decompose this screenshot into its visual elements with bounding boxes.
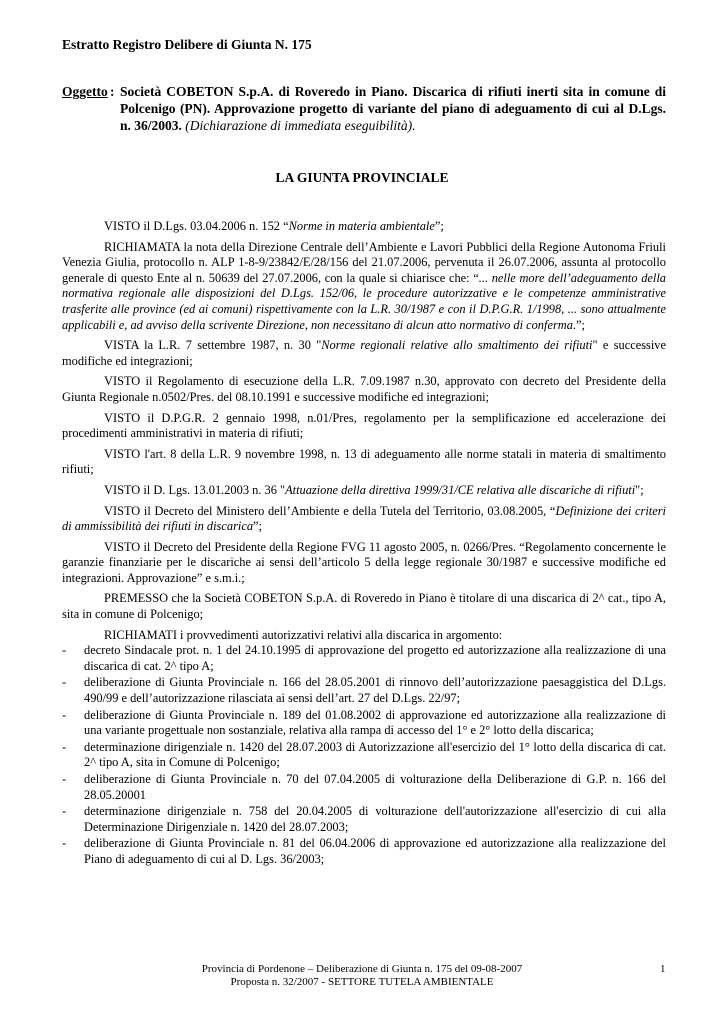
list-item-text: determinazione dirigenziale n. 758 del 20.04.2005 di volturazione dell'autorizzazione all'esercizio di cui alla Determinazione Dirigenziale n. 1420 del 28.07.2003; (84, 804, 666, 834)
list-item-text: decreto Sindacale prot. n. 1 del 24.10.1995 di approvazione del progetto ed autorizzazione alla realizzazione di una discarica di cat. 2^ tipo A; (84, 643, 666, 673)
italic-run: Norme in materia ambientale (288, 219, 435, 233)
text-run: ”; (253, 519, 262, 534)
list-item (62, 772, 666, 803)
list-dash: - (62, 643, 67, 658)
list-dash: - (62, 739, 67, 754)
list-item (62, 708, 666, 739)
document-body (62, 219, 666, 869)
paragraph-richiamata-nota (62, 240, 666, 334)
footer-line-2: Proposta n. 32/2007 - SETTORE TUTELA AMBIENTALE (230, 976, 494, 988)
page-number: 1 (660, 963, 666, 975)
subject-bold-text: Società COBETON S.p.A. di Roveredo in Piano. Discarica di rifiuti inerti sita in comune di Polcenigo (PN). Approvazione progetto di variante del piano di adeguamento di cui al D.Lgs. n. 36/2003 (120, 84, 666, 133)
subject-block (62, 83, 666, 134)
text-run: VISTO il Decreto del Ministero dell’Ambiente e della Tutela del Territorio, 03.08.2005, “ (104, 503, 556, 518)
paragraph-visto-dlgs-36 (62, 483, 666, 499)
list-dash: - (62, 836, 67, 851)
list-item-text: deliberazione di Giunta Provinciale n. 81 del 06.04.2006 di approvazione ed autorizzazione alla realizzazione del Piano di adeguamento di cui al D. Lgs. 36/2003; (84, 836, 666, 866)
list-dash: - (62, 772, 67, 786)
paragraph-visto-decreto-presidente: VISTO il Decreto del Presidente della Regione FVG 11 agosto 2005, n. 0266/Pres. “Regolamento concernente le garanzie finanziarie per le discariche ai sensi dell’articolo 5 della legge regionale 30/1987 e successive modifiche ed integrazioni. Approvazione” e s.m.i.; (62, 539, 666, 585)
subject-colon: : (110, 84, 115, 99)
italic-run: Attuazione della direttiva 1999/31/CE relativa alle discariche di rifiuti (285, 482, 636, 497)
list-item (62, 804, 666, 835)
list-dash: - (62, 707, 67, 722)
list-item (62, 675, 666, 706)
text-run: VISTA la L.R. 7 settembre 1987, n. 30 " (104, 338, 322, 353)
paragraph-richiamati: RICHIAMATI i provvedimenti autorizzativi relativi alla discarica in argomento: (104, 627, 503, 642)
italic-run: Definizione dei criteri di ammissibilità dei rifiuti in discarica (62, 503, 666, 534)
subject-separator: . (178, 118, 186, 133)
section-title: LA GIUNTA PROVINCIALE (275, 170, 449, 185)
italic-run: ... nelle more dell’adeguamento della normativa regionale alle disposizioni del D.Lgs. 152/06, le procedure autorizzative e le competenze amministrative trasferite alle province (ed ai comuni) rispettivamente con la L.R. 30/1987 e con il D.P.G.R. 1/1998, ... sono attualmente applicabili e, ad avviso della scrivente Direzione, non necessitano di alcun atto normativo di conferma (62, 270, 666, 332)
subject-italic-text: (Dichiarazione di immediata eseguibilità). (185, 118, 416, 133)
list-item (62, 740, 666, 771)
paragraph-visto-dlgs-152 (62, 219, 666, 235)
text-run: RICHIAMATA la nota della Direzione Centrale dell’Ambiente e Lavori Pubblici della Regione Autonoma Friuli Venezia Giulia, protocollo n. ALP 1-8-9/23842/E/28/156 del 21.07.2006, pervenuta il 26.07.2006, assunta al protocollo generale di questo Ente al n. 50639 del 27.07.2006, con la quale si chiarisce che: “ (62, 239, 666, 285)
subject-label: Oggetto (62, 84, 108, 99)
document-header: Estratto Registro Delibere di Giunta N. 175 (62, 37, 312, 52)
list-item-text: determinazione dirigenziale n. 1420 del 28.07.2003 di Autorizzazione all'esercizio del 1° lotto della discarica di cat. 2^ tipo A, sita in Comune di Polcenigo; (84, 739, 666, 770)
page-footer (0, 963, 724, 989)
text-run: ”; (434, 219, 444, 233)
list-item-text: deliberazione di Giunta Provinciale n. 189 del 01.08.2002 di approvazione ed autorizzazione alla realizzazione di una variante progettuale non sostanziale, relativa alla rampa di accesso del 1° e 2° lotto della discarica; (84, 707, 666, 738)
paragraph-vista-lr-30 (62, 338, 666, 369)
text-run: "; (635, 482, 644, 497)
list-item-text: deliberazione di Giunta Provinciale n. 70 del 07.04.2005 di volturazione della Deliberazione di G.P. n. 166 del 28.05.20001 (84, 772, 666, 802)
provvedimenti-list (62, 643, 666, 867)
subject-text (120, 83, 666, 134)
paragraph-premesso: PREMESSO che la Società COBETON S.p.A. di Roveredo in Piano è titolare di una discarica di 2^ cat., tipo A, sita in comune di Polcenigo; (62, 591, 666, 622)
text-run: " e successive modifiche ed integrazioni; (62, 338, 666, 368)
paragraph-visto-art-8: VISTO l'art. 8 della L.R. 9 novembre 1998, n. 13 di adeguamento alle norme statali in materia di smaltimento rifiuti; (62, 446, 666, 477)
list-item (62, 643, 666, 674)
list-dash: - (62, 804, 67, 819)
paragraph-visto-decreto-ministero (62, 504, 666, 535)
text-run: .”; (572, 317, 585, 332)
list-dash: - (62, 675, 67, 690)
paragraph-visto-dpgr: VISTO il D.P.G.R. 2 gennaio 1998, n.01/Pres, regolamento per la semplificazione ed accelerazione dei procedimenti amministrativi in materia di rifiuti; (62, 410, 666, 441)
list-item (62, 836, 666, 867)
paragraph-visto-regolamento: VISTO il Regolamento di esecuzione della L.R. 7.09.1987 n.30, approvato con decreto del Presidente della Giunta Regionale n.0502/Pres. del 08.10.1991 e successive modifiche ed integrazioni; (62, 374, 666, 404)
text-run: VISTO il D.Lgs. 03.04.2006 n. 152 “ (104, 219, 289, 233)
list-item-text: deliberazione di Giunta Provinciale n. 166 del 28.05.2001 di rinnovo dell’autorizzazione paesaggistica del D.Lgs. 490/99 e dell’autorizzazione rilasciata ai sensi dell’art. 27 del D.Lgs. 22/97; (84, 675, 666, 706)
text-run: VISTO il D. Lgs. 13.01.2003 n. 36 " (104, 482, 286, 497)
footer-line-1: Provincia di Pordenone – Deliberazione di Giunta n. 175 del 09-08-2007 (201, 963, 523, 975)
italic-run: Norme regionali relative allo smaltimento dei rifiuti (321, 338, 593, 353)
